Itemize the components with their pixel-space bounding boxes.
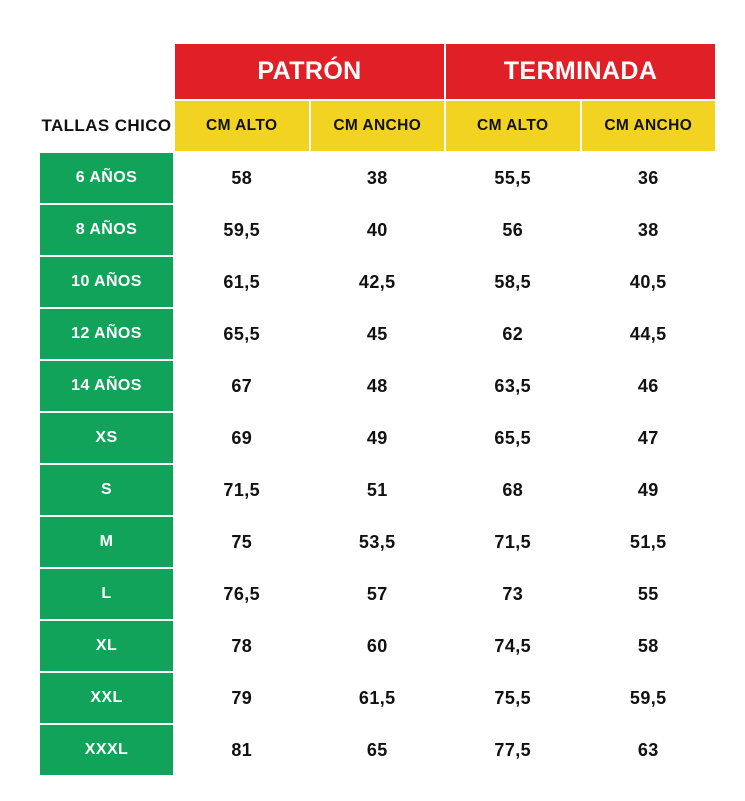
table-row — [39, 412, 716, 464]
size-label: 12 AÑOS — [39, 308, 174, 360]
value-cell: 53,5 — [310, 516, 446, 568]
value-cell: 61,5 — [174, 256, 310, 308]
column-header-terminada-ancho: CM ANCHO — [581, 100, 717, 152]
table-row — [39, 256, 716, 308]
group-header-patron: PATRÓN — [174, 43, 445, 100]
table-row — [39, 308, 716, 360]
value-cell: 49 — [581, 464, 717, 516]
size-label: XS — [39, 412, 174, 464]
value-cell: 79 — [174, 672, 310, 724]
table-row — [39, 568, 716, 620]
value-cell: 73 — [445, 568, 581, 620]
value-cell: 46 — [581, 360, 717, 412]
value-cell: 75,5 — [445, 672, 581, 724]
value-cell: 77,5 — [445, 724, 581, 776]
table-row — [39, 620, 716, 672]
value-cell: 71,5 — [174, 464, 310, 516]
value-cell: 60 — [310, 620, 446, 672]
value-cell: 67 — [174, 360, 310, 412]
table-row — [39, 464, 716, 516]
value-cell: 58,5 — [445, 256, 581, 308]
value-cell: 78 — [174, 620, 310, 672]
size-label: XL — [39, 620, 174, 672]
value-cell: 48 — [310, 360, 446, 412]
size-label: M — [39, 516, 174, 568]
value-cell: 51 — [310, 464, 446, 516]
sub-header-row — [39, 100, 716, 152]
value-cell: 38 — [310, 152, 446, 204]
group-header-row — [39, 43, 716, 100]
value-cell: 75 — [174, 516, 310, 568]
corner-spacer — [39, 43, 174, 100]
size-label: L — [39, 568, 174, 620]
value-cell: 76,5 — [174, 568, 310, 620]
table-body — [39, 152, 716, 776]
column-header-terminada-alto: CM ALTO — [445, 100, 581, 152]
size-label: S — [39, 464, 174, 516]
value-cell: 55,5 — [445, 152, 581, 204]
value-cell: 62 — [445, 308, 581, 360]
value-cell: 65 — [310, 724, 446, 776]
group-header-terminada: TERMINADA — [445, 43, 716, 100]
table-row — [39, 724, 716, 776]
column-header-tallas: TALLAS CHICO — [39, 100, 174, 152]
size-label: 6 AÑOS — [39, 152, 174, 204]
value-cell: 49 — [310, 412, 446, 464]
column-header-patron-alto: CM ALTO — [174, 100, 310, 152]
value-cell: 63,5 — [445, 360, 581, 412]
value-cell: 45 — [310, 308, 446, 360]
value-cell: 59,5 — [174, 204, 310, 256]
value-cell: 58 — [581, 620, 717, 672]
table-row — [39, 672, 716, 724]
table-header — [39, 43, 716, 152]
size-label: 8 AÑOS — [39, 204, 174, 256]
size-label: 14 AÑOS — [39, 360, 174, 412]
value-cell: 61,5 — [310, 672, 446, 724]
value-cell: 36 — [581, 152, 717, 204]
value-cell: 68 — [445, 464, 581, 516]
size-chart-table — [38, 42, 717, 777]
value-cell: 59,5 — [581, 672, 717, 724]
column-header-patron-ancho: CM ANCHO — [310, 100, 446, 152]
table-row — [39, 204, 716, 256]
value-cell: 57 — [310, 568, 446, 620]
table-row — [39, 152, 716, 204]
value-cell: 47 — [581, 412, 717, 464]
value-cell: 56 — [445, 204, 581, 256]
value-cell: 65,5 — [174, 308, 310, 360]
value-cell: 74,5 — [445, 620, 581, 672]
value-cell: 40,5 — [581, 256, 717, 308]
value-cell: 38 — [581, 204, 717, 256]
value-cell: 44,5 — [581, 308, 717, 360]
table-row — [39, 516, 716, 568]
value-cell: 51,5 — [581, 516, 717, 568]
size-label: XXL — [39, 672, 174, 724]
value-cell: 55 — [581, 568, 717, 620]
value-cell: 63 — [581, 724, 717, 776]
size-label: 10 AÑOS — [39, 256, 174, 308]
value-cell: 40 — [310, 204, 446, 256]
size-label: XXXL — [39, 724, 174, 776]
value-cell: 71,5 — [445, 516, 581, 568]
value-cell: 69 — [174, 412, 310, 464]
value-cell: 81 — [174, 724, 310, 776]
value-cell: 58 — [174, 152, 310, 204]
value-cell: 42,5 — [310, 256, 446, 308]
table-row — [39, 360, 716, 412]
value-cell: 65,5 — [445, 412, 581, 464]
